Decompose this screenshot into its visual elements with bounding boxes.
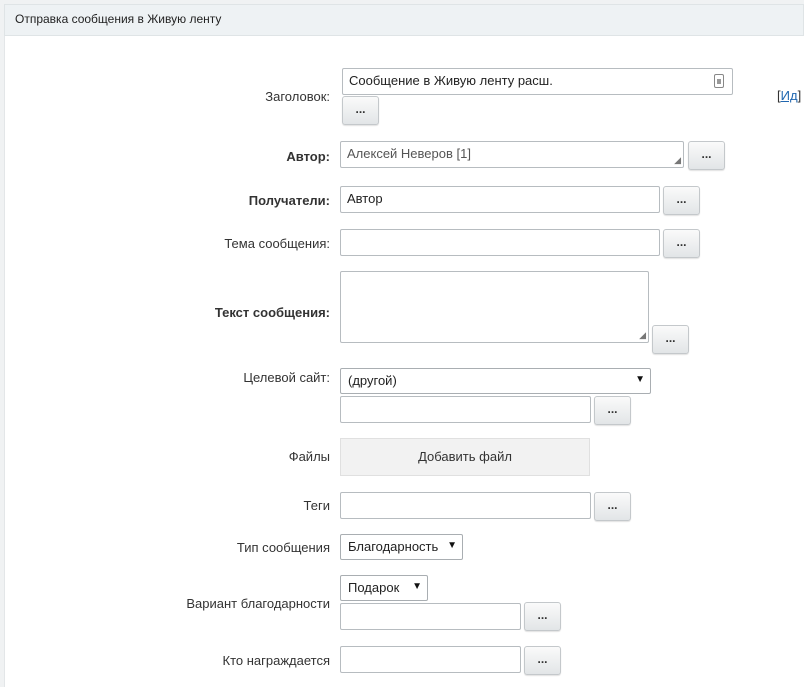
add-file-button[interactable]: Добавить файл <box>340 438 590 476</box>
recipients-label: Получатели: <box>248 193 330 208</box>
author-label: Автор: <box>286 149 330 164</box>
awarded-label: Кто награждается <box>222 653 330 668</box>
title-label: Заголовок: <box>265 89 330 104</box>
thanks-variant-select[interactable]: Подарок ▼ <box>340 575 428 601</box>
thanks-variant-dots-button[interactable]: ... <box>524 602 561 631</box>
title-input[interactable]: Сообщение в Живую ленту расш. <box>342 68 733 95</box>
dialog-title: Отправка сообщения в Живую ленту <box>15 12 222 26</box>
recipients-input[interactable]: Автор <box>340 186 660 213</box>
site-label: Целевой сайт: <box>243 370 330 385</box>
resize-handle-icon[interactable]: ◢ <box>674 155 681 165</box>
insert-value-icon[interactable] <box>714 74 724 88</box>
dropdown-arrow-icon: ▼ <box>447 540 457 551</box>
author-input[interactable]: Алексей Неверов [1] ◢ <box>340 141 684 168</box>
dropdown-arrow-icon: ▼ <box>635 374 645 385</box>
msg-type-select[interactable]: Благодарность ▼ <box>340 534 463 560</box>
site-dots-button[interactable]: ... <box>594 396 631 425</box>
dialog-header <box>4 4 804 36</box>
form-panel <box>4 36 804 687</box>
text-textarea[interactable] <box>340 271 649 343</box>
thanks-variant-label: Вариант благодарности <box>186 596 330 611</box>
resize-handle-icon[interactable]: ◢ <box>639 330 646 340</box>
id-link-text[interactable]: Ид <box>780 88 798 103</box>
tags-label: Теги <box>303 498 330 513</box>
subject-dots-button[interactable]: ... <box>663 229 700 258</box>
author-dots-button[interactable]: ... <box>688 141 725 170</box>
text-label: Текст сообщения: <box>214 305 330 320</box>
msg-type-label: Тип сообщения <box>236 540 330 555</box>
id-link[interactable]: [Ид] <box>777 88 802 103</box>
subject-input[interactable] <box>340 229 660 256</box>
files-label: Файлы <box>288 449 330 464</box>
tags-dots-button[interactable]: ... <box>594 492 631 521</box>
awarded-input[interactable] <box>340 646 521 673</box>
site-input[interactable] <box>340 396 591 423</box>
site-select[interactable]: (другой) ▼ <box>340 368 651 394</box>
recipients-dots-button[interactable]: ... <box>663 186 700 215</box>
subject-label: Тема сообщения: <box>224 236 330 251</box>
awarded-dots-button[interactable]: ... <box>524 646 561 675</box>
tags-input[interactable] <box>340 492 591 519</box>
text-dots-button[interactable]: ... <box>652 325 689 354</box>
title-dots-button[interactable]: ... <box>342 96 379 125</box>
dropdown-arrow-icon: ▼ <box>412 581 422 592</box>
thanks-variant-input[interactable] <box>340 603 521 630</box>
